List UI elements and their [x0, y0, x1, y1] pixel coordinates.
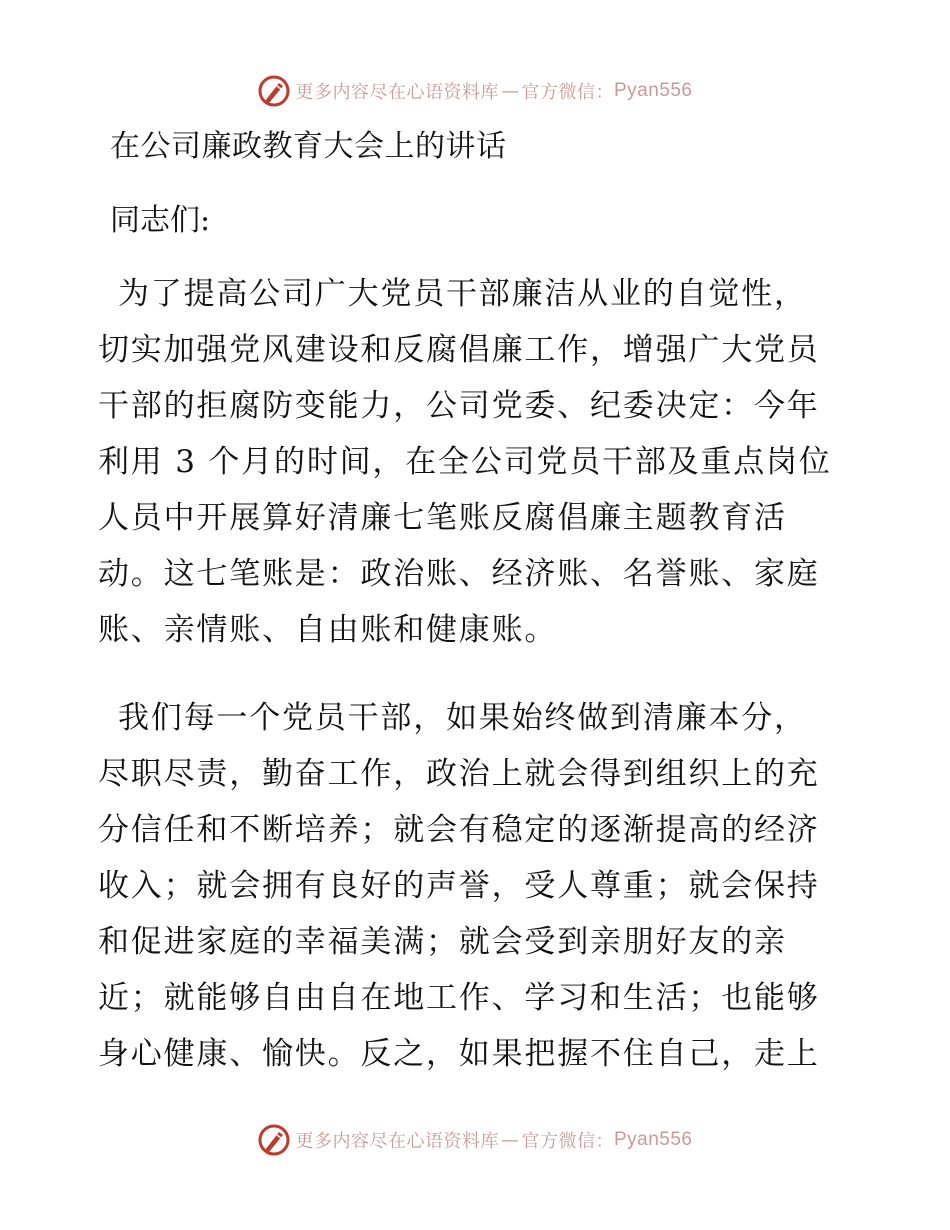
watermark-wechat-label: 官方微信：: [521, 1131, 614, 1152]
paragraph-1: [98, 266, 858, 658]
paragraph-line: 人员中开展算好清廉七笔账反腐倡廉主题教育活: [98, 500, 787, 536]
pen-logo-icon: [257, 74, 291, 108]
paragraph-line: 和促进家庭的幸福美满；就会受到亲朋好友的亲: [98, 924, 787, 960]
document-title: 在公司廉政教育大会上的讲话: [110, 129, 507, 164]
watermark-wechat-label: 官方微信：: [521, 82, 614, 103]
salutation: 同志们:: [110, 203, 211, 238]
header-watermark: [0, 73, 950, 109]
paragraph-line: 近；就能够自由自在地工作、学习和生活；也能够: [98, 980, 820, 1016]
paragraph-line: 干部的拒腐防变能力，公司党委、纪委决定：今年: [98, 388, 820, 424]
paragraph-line: 分信任和不断培养；就会有稳定的逐渐提高的经济: [98, 812, 820, 848]
footer-watermark: [0, 1122, 950, 1158]
paragraph-line: 尽职尽责，勤奋工作，政治上就会得到组织上的充: [98, 756, 820, 792]
paragraph-line: 切实加强党风建设和反腐倡廉工作，增强广大党员: [98, 332, 820, 368]
watermark-handle: Pyan556: [613, 80, 693, 101]
paragraph-line: 动。这七笔账是：政治账、经济账、名誉账、家庭: [98, 556, 820, 592]
watermark-separator: —: [500, 1129, 520, 1151]
paragraph-line: 我们每一个党员干部，如果始终做到清廉本分，: [118, 700, 807, 736]
paragraph-line: 为了提高公司广大党员干部廉洁从业的自觉性，: [118, 276, 807, 312]
watermark-separator: —: [500, 80, 520, 102]
watermark-handle: Pyan556: [613, 1129, 693, 1150]
watermark-text: 更多内容尽在心语资料库: [295, 82, 499, 103]
watermark-text: 更多内容尽在心语资料库: [295, 1131, 499, 1152]
paragraph-2: [98, 690, 858, 1082]
paragraph-line: 利用 3 个月的时间，在全公司党员干部及重点岗位: [98, 444, 832, 480]
paragraph-line: 账、亲情账、自由账和健康账。: [98, 612, 558, 648]
paragraph-line: 收入；就会拥有良好的声誉，受人尊重；就会保持: [98, 868, 820, 904]
paragraph-line: 身心健康、愉快。反之，如果把握不住自己，走上: [98, 1036, 820, 1072]
pen-logo-icon: [257, 1123, 291, 1157]
